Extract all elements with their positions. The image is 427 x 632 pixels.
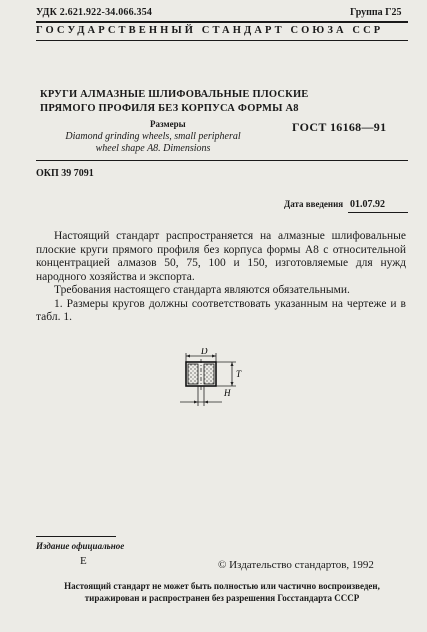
intro-date-value: 01.07.92: [350, 199, 385, 210]
body-text: [36, 230, 406, 325]
subtitle-ru: Размеры: [150, 119, 186, 129]
dim-d-arrow-right: [212, 355, 216, 358]
reproduction-notice: [36, 580, 408, 604]
dim-t-arrow-top: [231, 362, 234, 366]
wheel-drawing-svg: [174, 348, 264, 410]
copyright: © Издательство стандартов, 1992: [218, 559, 374, 571]
notice-line1: Настоящий стандарт не может быть полностью или частично воспроизведен,: [64, 581, 380, 591]
body-paragraph-1: Настоящий стандарт распространяется на алмазные шлифовальные плоские круги прямого профиля без корпуса формы А8 с относительной концентрацией алмазов 50, 75, 100 и 150, изготовляемые для нужд народного хозяйства и экспорта.: [36, 230, 406, 283]
wheel-section-left: [188, 364, 198, 384]
intro-date-label: Дата введения: [284, 199, 344, 209]
edition-letter: Е: [80, 555, 87, 567]
body-paragraph-3: 1. Размеры кругов должны соответствовать указанным на чертеже и в табл. 1.: [36, 297, 406, 323]
dim-t-arrow-bottom: [231, 382, 234, 386]
intro-date-underline: [348, 212, 408, 213]
group-code: Группа Г25: [350, 7, 402, 18]
header-rule-top: [36, 21, 408, 23]
title-ru-line2: ПРЯМОГО ПРОФИЛЯ БЕЗ КОРПУСА ФОРМЫ А8: [40, 103, 299, 114]
body-paragraph-2: Требования настоящего стандарта являются обязательными.: [54, 284, 350, 296]
wheel-drawing: [174, 348, 264, 415]
gost-number: ГОСТ 16168—91: [292, 120, 387, 134]
dim-h-label: H: [224, 388, 231, 398]
dim-d-label: D: [201, 348, 208, 356]
title-rule: [36, 160, 408, 161]
okp-code: ОКП 39 7091: [36, 168, 94, 179]
title-en-line2: wheel shape A8. Dimensions: [95, 143, 211, 154]
official-edition: Издание официальное: [36, 541, 125, 551]
notice-line2: тиражирован и распространен без разрешения Госстандарта СССР: [84, 593, 360, 603]
title-ru: [40, 88, 309, 116]
title-en: [28, 131, 278, 155]
header-rule-bottom: [36, 40, 408, 41]
dim-h-arrow-left: [194, 401, 198, 404]
dim-d-arrow-left: [186, 355, 190, 358]
title-en-line1: Diamond grinding wheels, small peripheral: [65, 131, 241, 142]
dim-t-label: T: [236, 369, 242, 379]
dim-h-arrow-right: [204, 401, 208, 404]
wheel-section-right: [204, 364, 214, 384]
title-ru-line1: КРУГИ АЛМАЗНЫЕ ШЛИФОВАЛЬНЫЕ ПЛОСКИЕ: [40, 89, 309, 100]
udk-code: УДК 2.621.922-34.066.354: [36, 7, 153, 18]
footer-rule: [36, 536, 116, 537]
state-standard-heading: ГОСУДАРСТВЕННЫЙ СТАНДАРТ СОЮЗА ССР: [36, 25, 384, 36]
